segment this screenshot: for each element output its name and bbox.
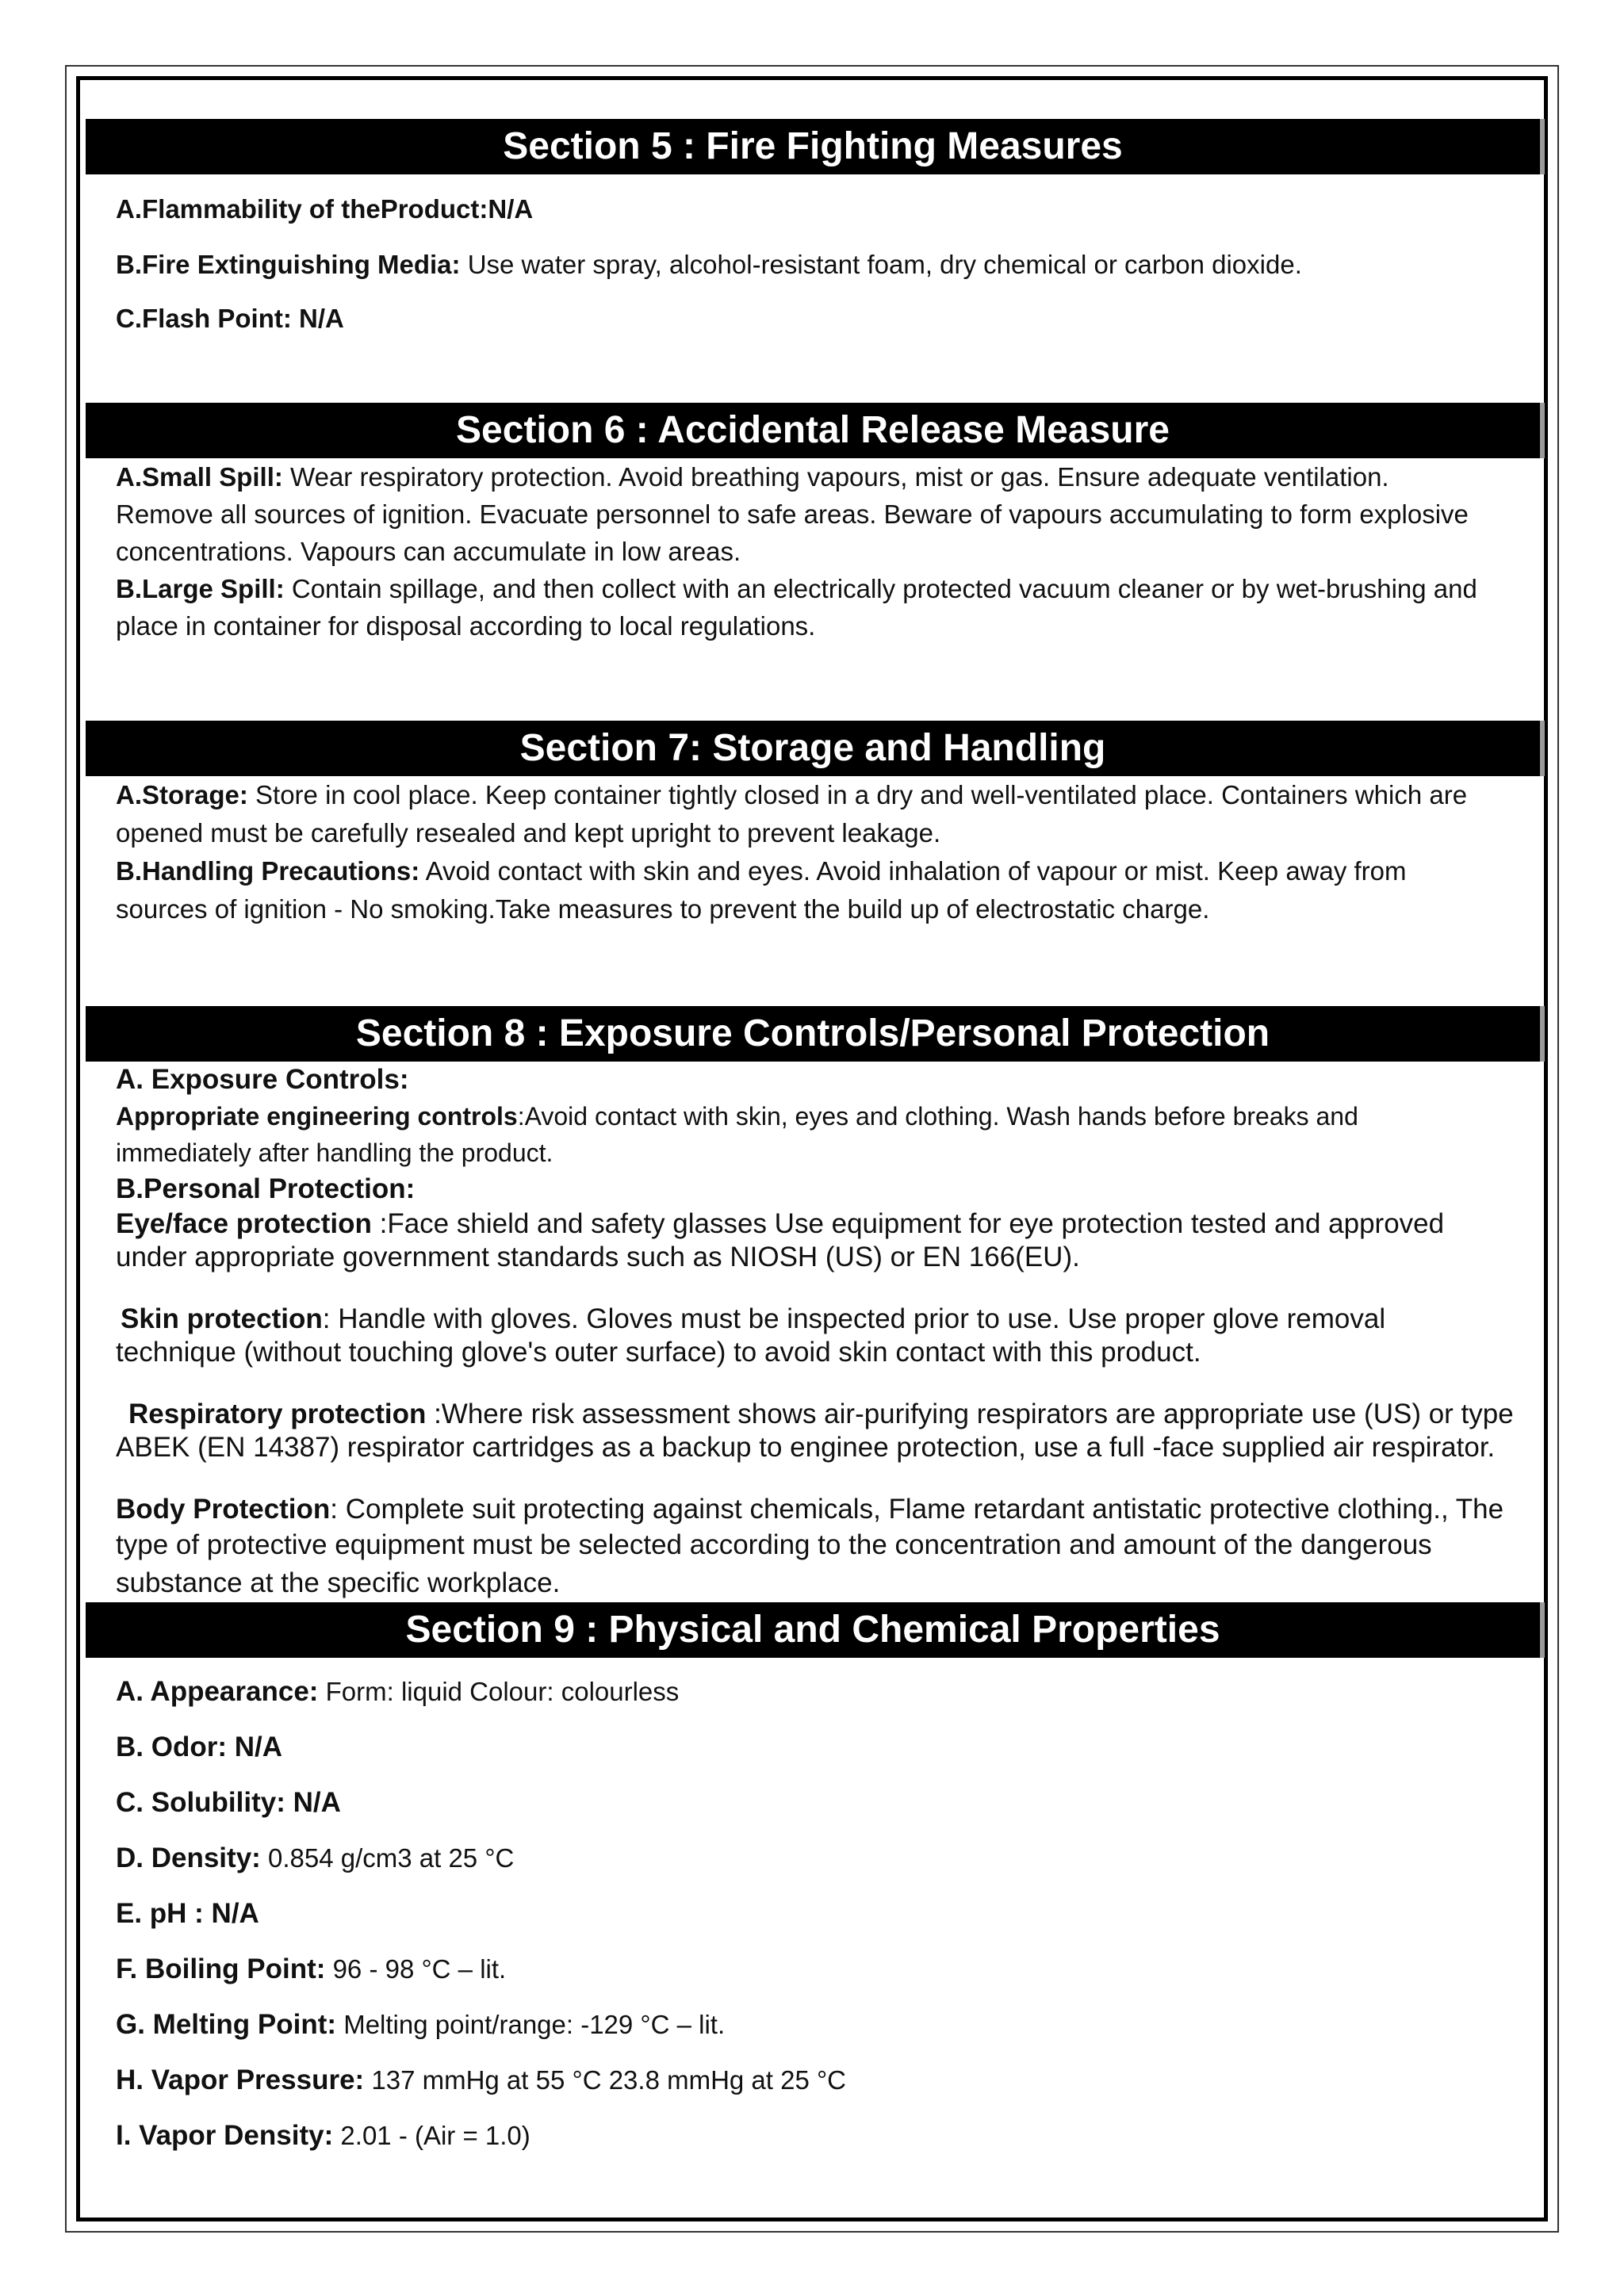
property-row [116, 1839, 1542, 1878]
body-protection-line-2: type of protective equipment must be selected according to the concentration and amount of the dangerous [116, 1529, 1432, 1560]
property-label: F. Boiling Point: [116, 1954, 326, 1984]
engineering-controls-label: Appropriate engineering controls [116, 1102, 518, 1131]
skin-protection-line-1: : Handle with gloves. Gloves must be inspected prior to use. Use proper glove removal [322, 1303, 1386, 1334]
flammability-label: A.Flammability of theProduct:N/A [116, 194, 534, 224]
flash-point-label: C.Flash Point: N/A [116, 304, 344, 333]
extinguishing-media-label: B.Fire Extinguishing Media: [116, 250, 461, 279]
small-spill-line-2: Remove all sources of ignition. Evacuate personnel to safe areas. Beware of vapours accumulating to form explosive [116, 499, 1469, 529]
body-protection-label: Body Protection [116, 1494, 331, 1525]
extinguishing-media-text: Use water spray, alcohol-resistant foam, dry chemical or carbon dioxide. [460, 250, 1302, 279]
property-label: D. Density: [116, 1843, 261, 1873]
property-row [116, 2061, 1542, 2100]
storage-line-2: opened must be carefully resealed and kept upright to prevent leakage. [116, 818, 941, 848]
section-9-header: Section 9 : Physical and Chemical Properties [86, 1602, 1545, 1658]
property-value: Melting point/range: -129 °C – lit. [336, 2010, 726, 2039]
skin-protection-label: Skin protection [121, 1303, 323, 1334]
property-label: E. pH : N/A [116, 1898, 259, 1929]
property-row [116, 1783, 1542, 1823]
property-label: B. Odor: N/A [116, 1732, 282, 1762]
section-6-header: Section 6 : Accidental Release Measure [86, 403, 1545, 458]
eye-protection-label: Eye/face protection [116, 1208, 372, 1239]
handling-precautions-line-1: Avoid contact with skin and eyes. Avoid inhalation of vapour or mist. Keep away from [419, 856, 1407, 886]
document-content [86, 119, 1545, 2156]
eye-protection-line-1: :Face shield and safety glasses Use equipment for eye protection tested and approved [371, 1208, 1445, 1239]
large-spill-label: B.Large Spill: [116, 574, 285, 603]
section-7-body [86, 776, 1545, 928]
respiratory-protection-label: Respiratory protection [128, 1399, 427, 1429]
small-spill-label: A.Small Spill: [116, 462, 283, 492]
body-protection-line-3: substance at the specific workplace. [116, 1567, 561, 1598]
engineering-controls-line-2: immediately after handling the product. [116, 1138, 553, 1167]
property-row [116, 1894, 1542, 1934]
storage-label: A.Storage: [116, 780, 248, 809]
personal-protection-heading: B.Personal Protection: [116, 1173, 416, 1204]
engineering-controls-line-1: :Avoid contact with skin, eyes and clothing. Wash hands before breaks and [517, 1102, 1358, 1131]
handling-precautions-label: B.Handling Precautions: [116, 856, 420, 886]
large-spill-line-1: Contain spillage, and then collect with an electrically protected vacuum cleaner or by wet-brushing and [284, 574, 1477, 603]
property-row [116, 2005, 1542, 2045]
property-value: 137 mmHg at 55 °C 23.8 mmHg at 25 °C [364, 2065, 847, 2095]
property-row [116, 1728, 1542, 1767]
respiratory-protection-line-1: :Where risk assessment shows air-purifying respirators are appropriate use (US) or type [426, 1399, 1514, 1429]
large-spill-line-2: place in container for disposal according to local regulations. [116, 611, 816, 641]
property-label: C. Solubility: N/A [116, 1787, 341, 1818]
eye-protection-line-2: under appropriate government standards such as NIOSH (US) or EN 166(EU). [116, 1242, 1080, 1272]
skin-protection-line-2: technique (without touching glove's outer surface) to avoid skin contact with this product. [116, 1337, 1201, 1368]
respiratory-protection-line-2: ABEK (EN 14387) respirator cartridges as a backup to enginee protection, use a full -face supplied air respirator. [116, 1432, 1496, 1463]
storage-line-1: Store in cool place. Keep container tightly closed in a dry and well-ventilated place. Containers which are [247, 780, 1468, 809]
exposure-controls-heading: A. Exposure Controls: [116, 1064, 409, 1095]
property-label: I. Vapor Density: [116, 2120, 334, 2151]
property-row [116, 1950, 1542, 1989]
section-8-body [86, 1062, 1545, 1602]
small-spill-line-1: Wear respiratory protection. Avoid breathing vapours, mist or gas. Ensure adequate ventilation. [282, 462, 1389, 492]
property-label: G. Melting Point: [116, 2009, 337, 2040]
section-5-body [86, 174, 1545, 338]
property-label: H. Vapor Pressure: [116, 2064, 365, 2095]
section-9-body [86, 1658, 1545, 2156]
property-value: 96 - 98 °C – lit. [325, 1954, 507, 1984]
property-row [116, 1672, 1542, 1712]
section-7-header: Section 7: Storage and Handling [86, 721, 1545, 776]
property-value: 2.01 - (Air = 1.0) [333, 2121, 530, 2150]
handling-precautions-line-2: sources of ignition - No smoking.Take measures to prevent the build up of electrostatic charge. [116, 894, 1210, 924]
section-5-header: Section 5 : Fire Fighting Measures [86, 119, 1545, 174]
property-value: Form: liquid Colour: colourless [318, 1677, 680, 1706]
section-8-header: Section 8 : Exposure Controls/Personal Protection [86, 1006, 1545, 1062]
property-row [116, 2116, 1542, 2156]
small-spill-line-3: concentrations. Vapours can accumulate in low areas. [116, 537, 741, 566]
property-label: A. Appearance: [116, 1676, 319, 1707]
property-value: 0.854 g/cm3 at 25 °C [260, 1843, 515, 1873]
section-6-body [86, 458, 1545, 645]
body-protection-line-1: : Complete suit protecting against chemicals, Flame retardant antistatic protective clothing., The [330, 1494, 1504, 1525]
